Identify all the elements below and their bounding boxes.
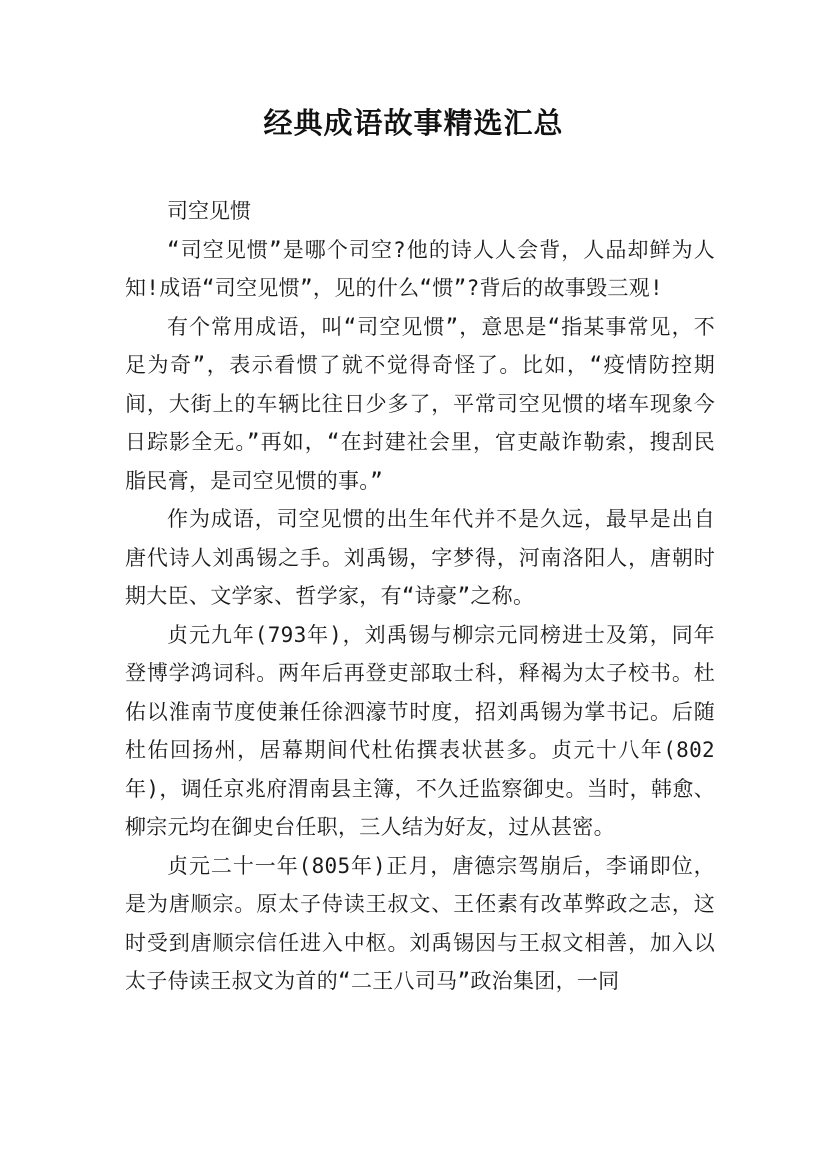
paragraph-intro: “司空见惯”是哪个司空?他的诗人人会背，人品却鲜为人知!成语“司空见惯”，见的什么“惯”?背后的故事毁三观! bbox=[125, 237, 715, 300]
paragraph-origin: 作为成语，司空见惯的出生年代并不是久远，最早是出自唐代诗人刘禹锡之手。刘禹锡，字梦得，河南洛阳人，唐朝时期大臣、文学家、哲学家，有“诗豪”之称。 bbox=[125, 507, 715, 608]
document-body bbox=[125, 192, 715, 1001]
document-title: 经典成语故事精选汇总 bbox=[263, 106, 564, 140]
paragraph-reform: 贞元二十一年(805年)正月，唐德宗驾崩后，李诵即位，是为唐顺宗。原太子侍读王叔文、王伾素有改革弊政之志，这时受到唐顺宗信任进入中枢。刘禹锡因与王叔文相善，加入以太子侍读王叔文为首的“二王八司马”政治集团，一同 bbox=[125, 853, 715, 993]
paragraph-career: 贞元九年(793年)，刘禹锡与柳宗元同榜进士及第，同年登博学鸿词科。两年后再登吏部取士科，释褐为太子校书。杜佑以淮南节度使兼任徐泗濠节时度，招刘禹锡为掌书记。后随杜佑回扬州，居幕期间代杜佑撰表状甚多。贞元十八年(802年)，调任京兆府渭南县主簿，不久迁监察御史。当时，韩愈、柳宗元均在御史台任职，三人结为好友，过从甚密。 bbox=[125, 622, 715, 839]
paragraph-meaning: 有个常用成语，叫“司空见惯”，意思是“指某事常见，不足为奇”，表示看惯了就不觉得奇怪了。比如，“疫情防控期间，大街上的车辆比往日少多了，平常司空见惯的堵车现象今日踪影全无。”再如，“在封建社会里，官吏敲诈勒索，搜刮民脂民膏，是司空见惯的事。” bbox=[125, 314, 715, 493]
section-heading: 司空见惯 bbox=[167, 199, 251, 223]
